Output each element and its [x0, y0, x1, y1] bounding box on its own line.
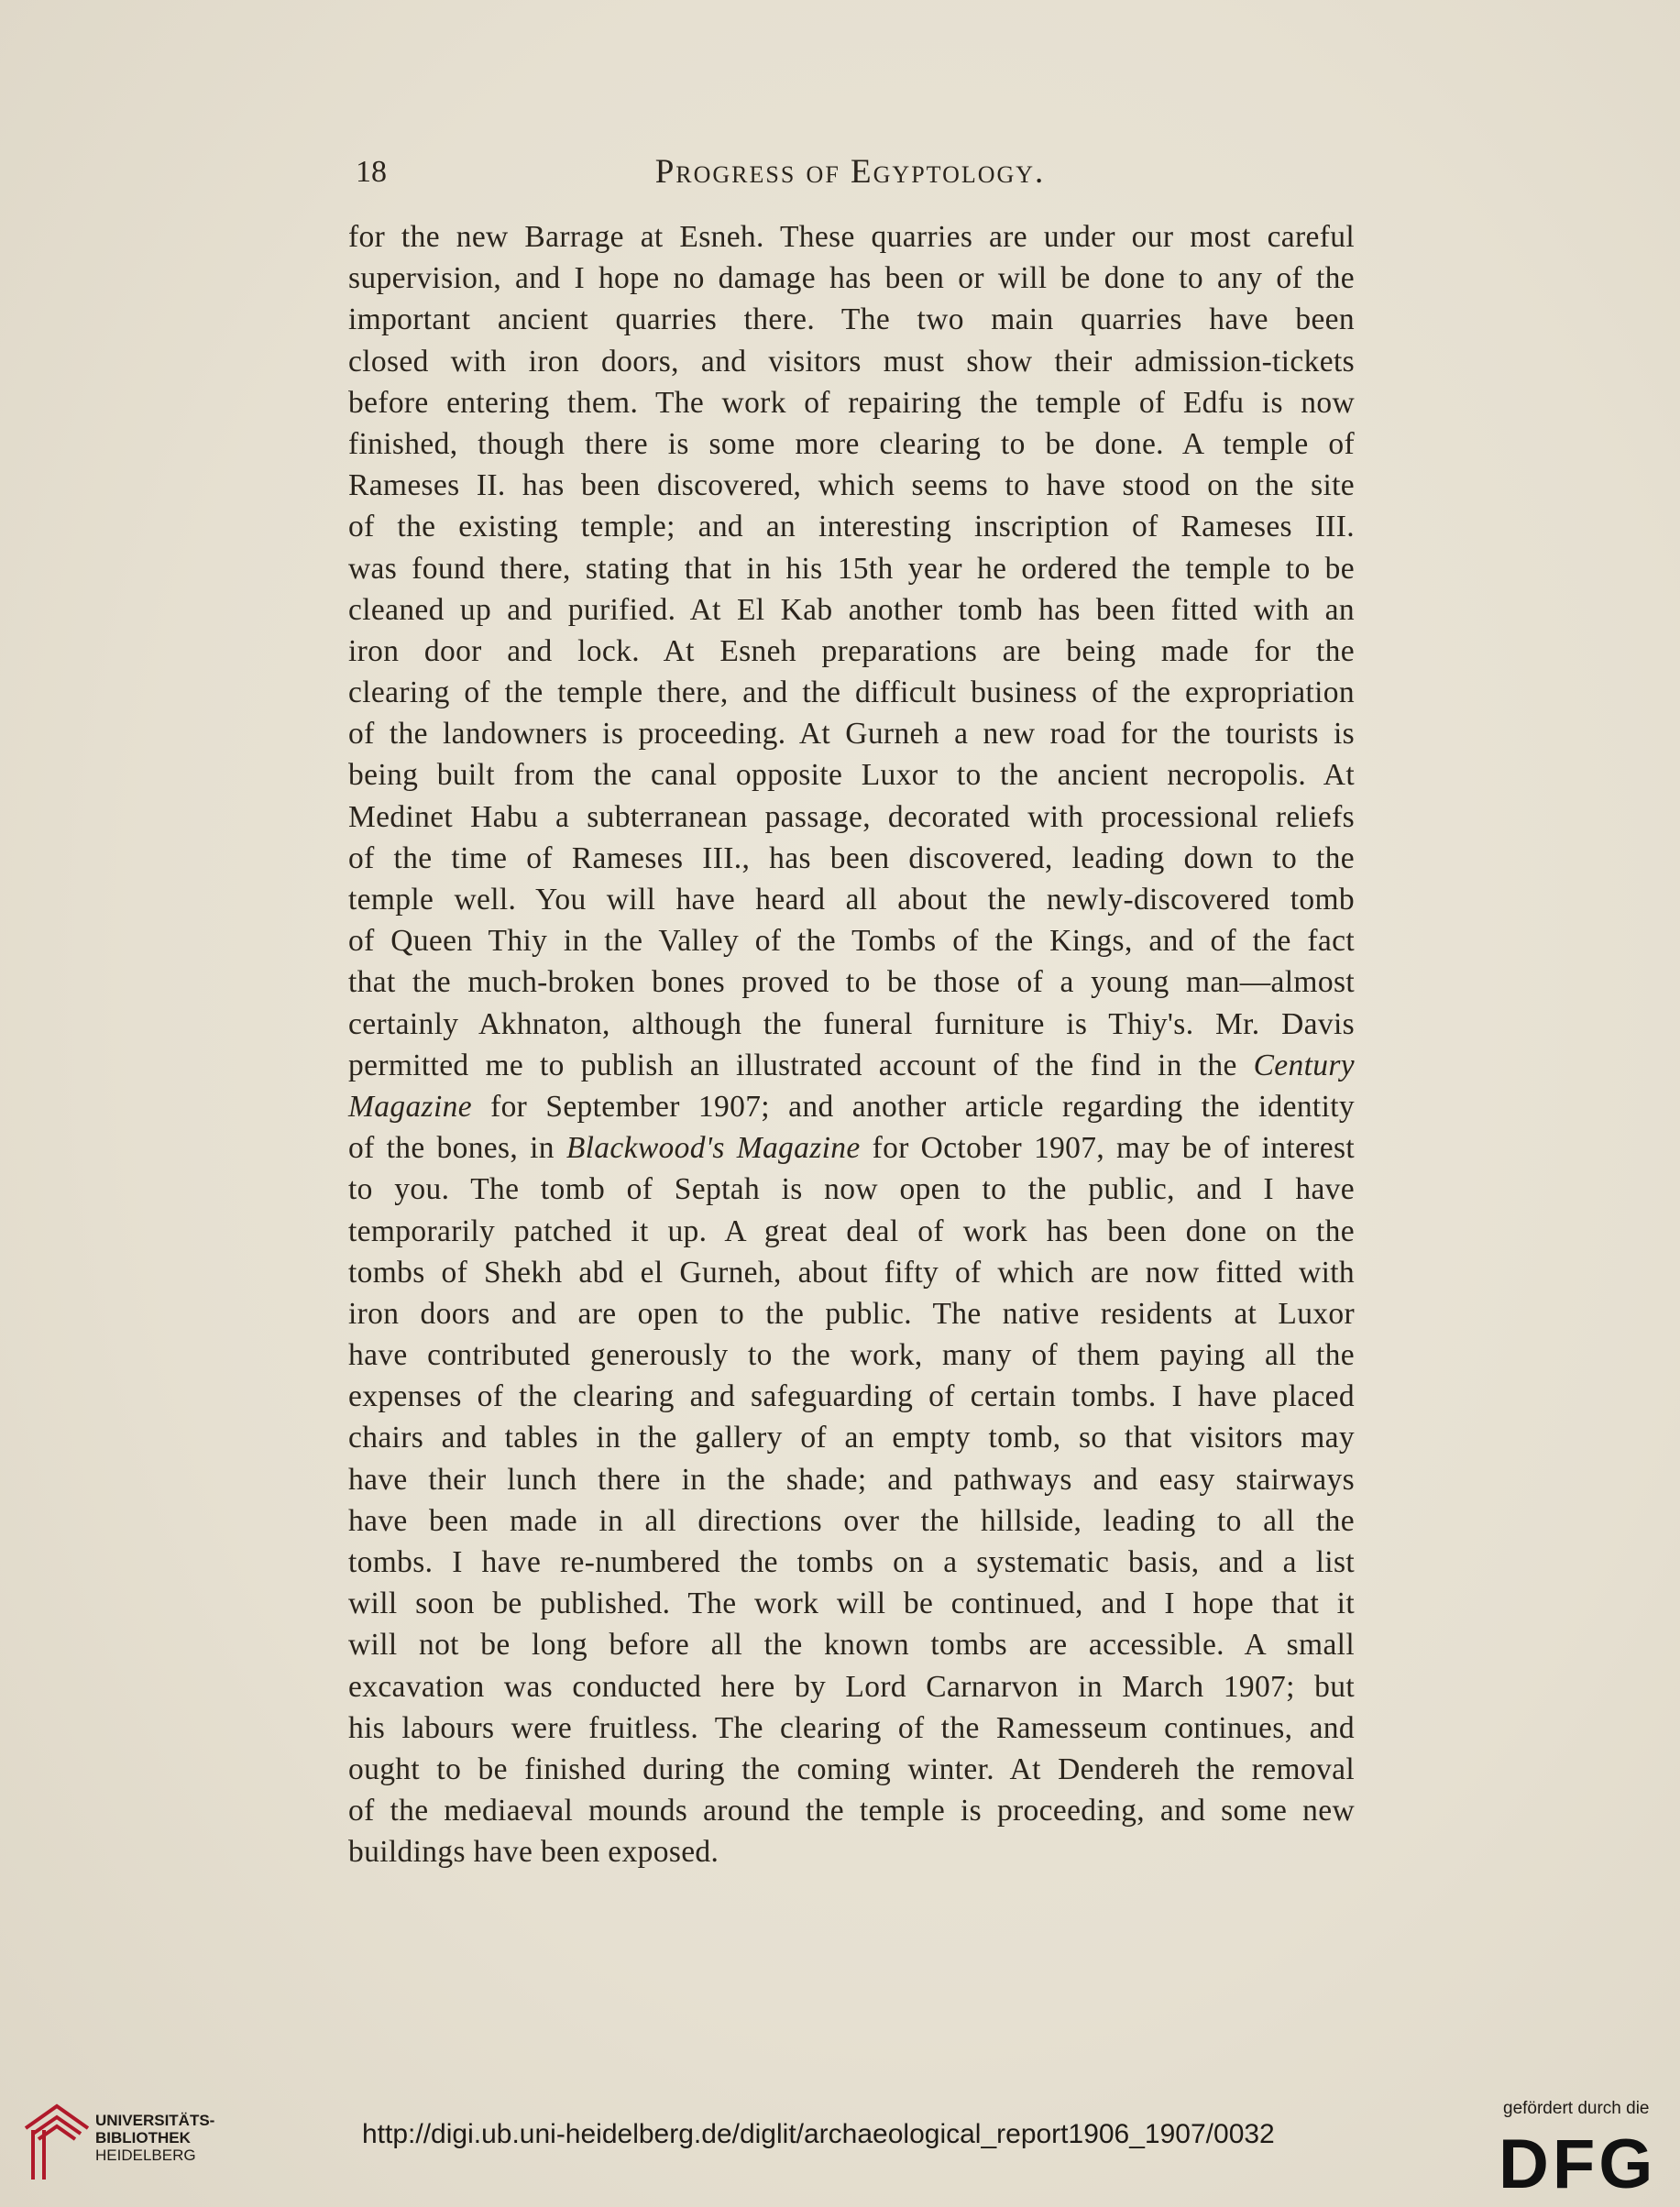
text-line: of the existing temple; and an interesting inscription of Rameses III. — [348, 510, 1355, 544]
source-url-link[interactable]: http://digi.ub.uni-heidelberg.de/diglit/archaeological_report1906_1907/0032 — [362, 2119, 1275, 2149]
text-line: finished, though there is some more clearing to be done. A temple of — [348, 426, 1355, 461]
text-line: of the time of Rameses III., has been discovered, leading down to the — [348, 840, 1355, 875]
body-paragraph — [348, 216, 1355, 1873]
text-line: buildings have been exposed. — [348, 1835, 719, 1870]
text-line-with-italic — [348, 1127, 1355, 1169]
text-line: cleaned up and purified. At El Kab another tomb has been fitted with an — [348, 592, 1355, 627]
text-line: have been made in all directions over the hillside, leading to all the — [348, 1503, 1355, 1538]
text-segment: for September 1907; and another article regarding the identity — [490, 1089, 1355, 1124]
funding-caption: gefördert durch die — [1503, 2099, 1650, 2118]
text-line: his labours were fruitless. The clearing of the Ramesseum continues, and — [348, 1710, 1355, 1745]
text-line: iron door and lock. At Esneh preparations are being made for the — [348, 633, 1355, 668]
text-line: iron doors and are open to the public. The native residents at Luxor — [348, 1296, 1355, 1331]
library-name-line: BIBLIOTHEK — [95, 2129, 191, 2147]
text-line: will not be long before all the known tombs are accessible. A small — [348, 1628, 1355, 1663]
university-library-logo-icon — [20, 2101, 93, 2185]
text-line: have contributed generously to the work, many of them paying all the — [348, 1338, 1355, 1373]
italic-title-magazine: Magazine — [348, 1089, 472, 1124]
text-line: being built from the canal opposite Luxor to the ancient necropolis. At — [348, 758, 1355, 793]
text-line: tombs of Shekh abd el Gurneh, about fifty of which are now fitted with — [348, 1255, 1355, 1290]
text-line-with-italic — [348, 1045, 1355, 1086]
text-line: was found there, stating that in his 15th year he ordered the temple to be — [348, 551, 1355, 586]
text-line: have their lunch there in the shade; and pathways and easy stairways — [348, 1462, 1355, 1497]
text-line: to you. The tomb of Septah is now open to the public, and I have — [348, 1172, 1355, 1207]
text-line: closed with iron doors, and visitors must show their admission-tickets — [348, 344, 1355, 379]
text-line: chairs and tables in the gallery of an empty tomb, so that visitors may — [348, 1421, 1355, 1455]
text-segment: permitted me to publish an illustrated account of the find in the — [348, 1048, 1237, 1082]
text-line: Rameses II. has been discovered, which seems to have stood on the site — [348, 468, 1355, 503]
text-line: Medinet Habu a subterranean passage, decorated with processional reliefs — [348, 799, 1355, 834]
library-name — [95, 2112, 214, 2164]
text-line: of the landowners is proceeding. At Gurneh a new road for the tourists is — [348, 717, 1355, 752]
text-line: will soon be published. The work will be continued, and I hope that it — [348, 1587, 1355, 1621]
running-head — [348, 147, 1352, 198]
library-name-line: UNIVERSITÄTS- — [95, 2112, 215, 2129]
text-line-with-italic — [348, 1086, 1355, 1127]
text-line: temporarily patched it up. A great deal of work has been done on the — [348, 1213, 1355, 1248]
text-line: of Queen Thiy in the Valley of the Tombs of the Kings, and of the fact — [348, 924, 1355, 959]
dfg-logo: DFG — [1499, 2125, 1657, 2203]
text-line: supervision, and I hope no damage has been or will be done to any of the — [348, 261, 1355, 296]
text-segment: for October 1907, may be of interest — [872, 1131, 1355, 1166]
text-line: for the new Barrage at Esneh. These quarries are under our most careful — [348, 220, 1355, 254]
italic-title-century: Century — [1253, 1048, 1355, 1082]
running-head-title: Progress of Egyptology. — [654, 153, 1046, 191]
text-segment: of the bones, in — [348, 1131, 555, 1166]
text-line: expenses of the clearing and safeguarding of certain tombs. I have placed — [348, 1379, 1355, 1414]
text-line: certainly Akhnaton, although the funeral furniture is Thiy's. Mr. Davis — [348, 1006, 1355, 1041]
digitization-footer — [0, 2071, 1680, 2207]
text-line: temple well. You will have heard all about the newly-discovered tomb — [348, 883, 1355, 917]
italic-title-blackwoods: Blackwood's Magazine — [565, 1131, 861, 1166]
text-line: before entering them. The work of repairing the temple of Edfu is now — [348, 385, 1355, 420]
text-line: ought to be finished during the coming winter. At Dendereh the removal — [348, 1751, 1355, 1786]
text-line: clearing of the temple there, and the difficult business of the expropriation — [348, 675, 1355, 710]
text-line: tombs. I have re-numbered the tombs on a systematic basis, and a list — [348, 1545, 1355, 1579]
text-line: that the much-broken bones proved to be those of a young man—almost — [348, 965, 1355, 1000]
library-name-line: HEIDELBERG — [95, 2147, 196, 2164]
text-line: of the mediaeval mounds around the temple is proceeding, and some new — [348, 1794, 1355, 1828]
text-line: excavation was conducted here by Lord Carnarvon in March 1907; but — [348, 1669, 1355, 1704]
page-number: 18 — [356, 155, 387, 189]
text-line: important ancient quarries there. The two main quarries have been — [348, 302, 1355, 337]
